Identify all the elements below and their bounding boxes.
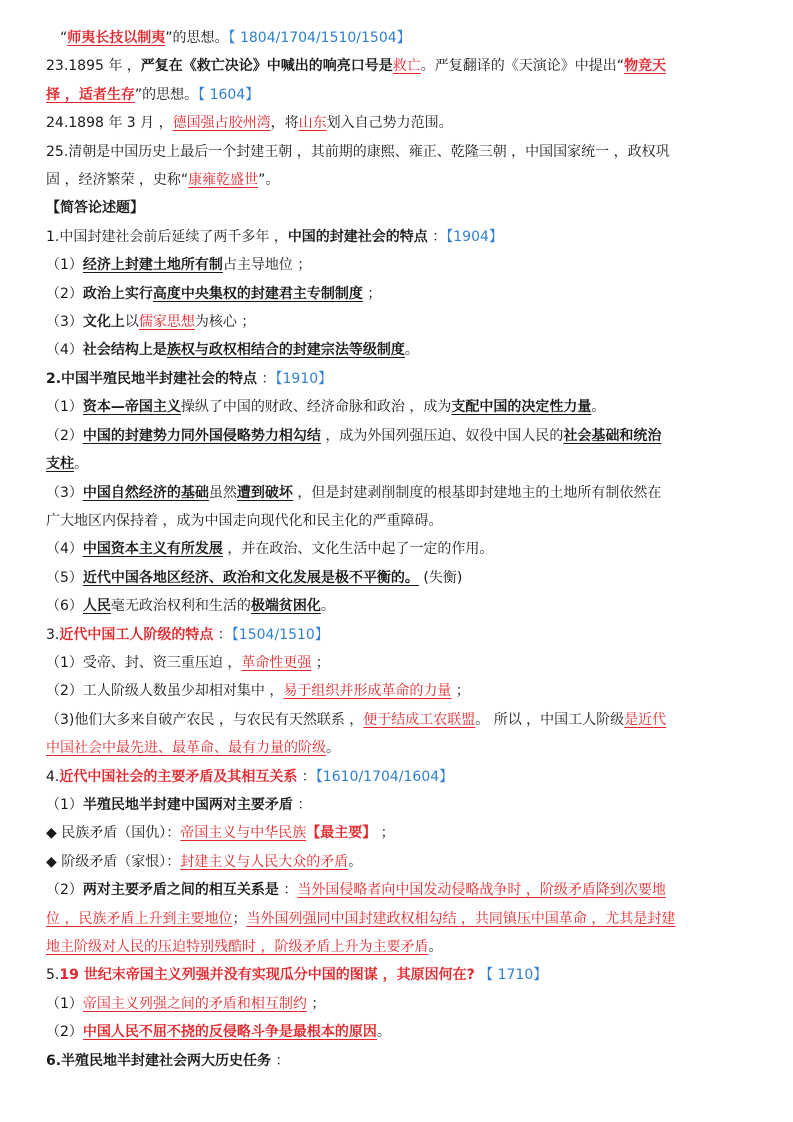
bold-text: 中国的封建势力同外国侵略势力相勾结 <box>82 427 321 444</box>
bold-text: 社会结构上是 <box>82 342 167 359</box>
text-span: ”的思想。 <box>134 86 199 103</box>
bold-text: 中国的封建社会的特点 <box>287 228 428 245</box>
key-point-text: 近代中国工人阶级的特点 <box>59 626 214 643</box>
text-span: (失衡) <box>418 569 463 586</box>
exam-code-tag: 【1904】 <box>446 228 503 245</box>
bold-text: 支配中国的决定性力量 <box>451 399 592 416</box>
text-line <box>46 422 751 450</box>
text-line <box>46 52 751 80</box>
bold-text: 人民 <box>82 598 111 615</box>
text-span: （1） <box>46 399 83 416</box>
text-span: ： <box>278 882 298 899</box>
text-line <box>46 138 751 166</box>
text-line <box>46 734 751 762</box>
text-line <box>46 649 751 677</box>
key-point-text: 师夷长技以制夷 <box>67 30 166 46</box>
bold-text: 资本—帝国主义 <box>82 399 181 416</box>
text-span: 4. <box>46 768 60 785</box>
text-line <box>46 166 751 194</box>
key-point-text: 中国人民不屈不挠的反侵略斗争是最根本的原因 <box>82 1024 377 1041</box>
text-line <box>46 819 751 847</box>
text-span: （1）受帝、封、资三重压迫 ， <box>46 654 242 671</box>
text-span: 为核心 ； <box>194 314 256 331</box>
text-line <box>46 251 751 279</box>
text-span: （6） <box>46 598 83 615</box>
key-point-text: 山东 <box>298 115 327 132</box>
bold-text: 极端贫困化 <box>250 598 321 615</box>
text-span: 24.1898 年 3 月 ， <box>46 115 173 132</box>
bold-text: 支柱 <box>46 456 74 473</box>
key-point-text: 帝国主义与中华民族 <box>180 825 307 842</box>
text-line <box>46 905 751 933</box>
key-point-text: 便于结成工农联盟 <box>363 711 476 728</box>
text-span: ，但是封建剥削制度的根基即封建地主的土地所有制依然在 <box>292 484 662 501</box>
text-line <box>46 1047 751 1075</box>
text-span: （3)他们大多来自破产农民 ，与农民有天然联系 ， <box>46 711 364 728</box>
text-line <box>46 223 751 251</box>
text-line <box>46 990 751 1018</box>
document-page <box>46 24 751 1075</box>
text-span: ： <box>427 228 447 245</box>
text-line <box>46 336 751 364</box>
text-span: （2） <box>46 427 83 444</box>
bold-text: 中国自然经济的基础 <box>82 484 209 501</box>
key-point-text: 帝国主义列强之间的矛盾和相互制约 <box>82 995 307 1012</box>
text-span: 23.1895 年 ， <box>46 58 141 75</box>
text-span: （1） <box>46 796 83 813</box>
text-line <box>46 1018 751 1046</box>
text-span: ： <box>213 626 232 643</box>
text-span: ； <box>451 683 470 700</box>
text-span: 固 ，经济繁荣 ，史称“ <box>46 172 189 189</box>
text-span: （5） <box>46 569 83 586</box>
text-line <box>46 507 751 535</box>
bold-text: 近代中国各地区经济、政治和文化发展是极不平衡的。 <box>82 569 419 586</box>
bold-text: 6.半殖民地半封建社会两大历史任务 <box>46 1052 272 1069</box>
text-line <box>46 621 751 649</box>
text-span: ； <box>376 825 395 842</box>
text-span: 25.清朝是中国历史上最后一个封建王朝 ，其前期的康熙、雍正、乾隆三朝 ，中国国家统一 ，政权巩 <box>46 143 670 160</box>
key-point-text: 【最主要】 <box>306 825 377 842</box>
key-point-text: 救亡 <box>392 58 421 75</box>
text-span: 。 <box>376 1024 391 1041</box>
text-span: ： <box>271 1052 290 1069</box>
text-line <box>46 308 751 336</box>
exam-code-tag: 【 1604】 <box>198 86 260 103</box>
text-line <box>46 194 751 222</box>
text-span: （4） <box>46 342 83 359</box>
text-span: ； <box>306 995 326 1012</box>
key-point-text: 中国社会中最先进、最革命、最有力量的阶级 <box>46 740 326 757</box>
text-span: （2） <box>46 1024 83 1041</box>
bold-text: 政治上实行 <box>82 285 153 302</box>
text-line <box>46 706 751 734</box>
text-span: （4） <box>46 541 83 558</box>
key-point-text: 封建主义与人民大众的矛盾 <box>180 853 349 870</box>
text-span: （2）工人阶级人数虽少却相对集中 ， <box>46 683 284 700</box>
key-point-text: 物竞天 <box>624 58 667 75</box>
text-line <box>46 933 751 961</box>
text-span: 。 <box>591 399 606 416</box>
bold-text: 2.中国半殖民地半封建社会的特点 <box>46 370 258 387</box>
text-line <box>46 961 751 989</box>
exam-code-tag: 【 1710】 <box>479 967 548 984</box>
text-line <box>46 876 751 904</box>
bold-text: 文化上 <box>82 314 125 331</box>
text-span: ： <box>257 370 276 387</box>
exam-code-tag: 【1910】 <box>275 370 333 387</box>
bold-text: 高度中央集权的封建君主专制制度 <box>152 285 363 302</box>
text-line <box>46 109 751 137</box>
text-line <box>46 592 751 620</box>
key-point-text: 革命性更强 <box>241 654 312 671</box>
text-line <box>46 450 751 478</box>
key-point-text: 近代中国社会的主要矛盾及其相互关系 <box>59 768 298 785</box>
text-span: 虽然 <box>208 484 237 501</box>
bold-text: 经济上封建土地所有制 <box>82 257 223 274</box>
bold-text: 族权与政权相结合的封建宗法等级制度 <box>166 342 405 359</box>
exam-code-tag: 【 1804/1704/1510/1504】 <box>228 30 411 46</box>
text-span: （3） <box>46 314 83 331</box>
text-span: （2） <box>46 882 83 899</box>
key-point-text: 儒家思想 <box>138 314 195 331</box>
text-span: （1） <box>46 995 83 1012</box>
text-span: 以 <box>124 314 139 331</box>
text-span: 。 <box>428 939 443 955</box>
text-span: 3. <box>46 626 60 643</box>
text-span: 。 <box>74 456 88 473</box>
key-point-text: 19 世纪末帝国主义列强并没有实现瓜分中国的图谋 ，其原因何在? <box>59 967 475 984</box>
text-span: ，成为外国列强压迫、奴役中国人民的 <box>320 427 564 444</box>
bold-text: 两对主要矛盾之间的相互关系是 <box>82 882 279 899</box>
text-line <box>46 763 751 791</box>
text-line <box>46 535 751 563</box>
text-line <box>46 365 751 393</box>
text-span: （1） <box>46 257 83 274</box>
text-span: 1.中国封建社会前后延续了两千多年 ， <box>46 228 288 245</box>
text-span: ； <box>232 910 247 927</box>
text-span: 。严复翻译的《天演论》中提出“ <box>420 58 625 75</box>
bold-text: 中国资本主义有所发展 <box>82 541 223 558</box>
text-span: 。 <box>320 598 335 615</box>
text-line <box>46 280 751 308</box>
text-span: 。 所以 ，中国工人阶级 <box>475 711 625 728</box>
text-line <box>46 677 751 705</box>
text-span: 。 <box>348 853 363 870</box>
key-point-text: 德国强占胶州湾 <box>172 115 271 132</box>
text-span: ，将 <box>270 115 299 132</box>
key-point-text: 当外国侵略者向中国发动侵略战争时 ，阶级矛盾降到次要地 <box>297 882 666 899</box>
text-line <box>46 791 751 819</box>
text-span: ◆ 阶级矛盾（家恨）： <box>46 853 181 870</box>
text-span: 。 <box>404 342 419 359</box>
text-span: ”。 <box>258 172 280 189</box>
text-line <box>46 564 751 592</box>
key-point-text: 地主阶级对人民的压迫特别残酷时 ，阶级矛盾上升为主要矛盾 <box>46 939 429 955</box>
text-line <box>46 479 751 507</box>
text-span: 。 <box>326 740 340 757</box>
text-span: ： <box>292 796 312 813</box>
text-span: ； <box>362 285 382 302</box>
key-point-text: 康雍乾盛世 <box>188 172 259 189</box>
exam-code-tag: 【1504/1510】 <box>231 626 329 643</box>
text-line <box>46 848 751 876</box>
text-span: ： <box>297 768 316 785</box>
text-span: 占主导地位 ； <box>222 257 312 274</box>
text-line <box>46 81 751 109</box>
key-point-text: 择 ，适者生存 <box>46 86 135 103</box>
key-point-text: 位 ，民族矛盾上升到主要地位 <box>46 910 233 927</box>
text-span: 广大地区内保持着 ，成为中国走向现代化和民主化的严重障碍。 <box>46 512 443 529</box>
bold-text: 严复在《救亡决论》中喊出的响亮口号是 <box>140 58 393 75</box>
text-span: ； <box>311 654 330 671</box>
text-span: “ <box>60 30 68 46</box>
text-span: 毫无政治权利和生活的 <box>110 598 251 615</box>
bold-text: 遭到破坏 <box>236 484 293 501</box>
bold-text: 社会基础和统治 <box>563 427 662 444</box>
text-span: 划入自己势力范围。 <box>326 115 453 132</box>
text-span: ，并在政治、文化生活中起了一定的作用。 <box>222 541 494 558</box>
key-point-text: 易于组织并形成革命的力量 <box>283 683 452 700</box>
bold-text: 【简答论述题】 <box>46 200 144 217</box>
key-point-text: 是近代 <box>624 711 667 728</box>
text-span: ◆ 民族矛盾（国仇）： <box>46 825 181 842</box>
text-span: 操纵了中国的财政、经济命脉和政治 ，成为 <box>180 399 452 416</box>
text-line <box>46 393 751 421</box>
exam-code-tag: 【1610/1704/1604】 <box>315 768 454 785</box>
bold-text: 半殖民地半封建中国两对主要矛盾 <box>82 796 293 813</box>
text-span: （3） <box>46 484 83 501</box>
text-span: ”的思想。 <box>165 30 229 46</box>
text-span: 5. <box>46 967 60 984</box>
key-point-text: 当外国列强同中国封建政权相勾结 ，共同镇压中国革命 ，尤其是封建 <box>246 910 676 927</box>
text-line <box>46 24 751 52</box>
text-span: （2） <box>46 285 83 302</box>
